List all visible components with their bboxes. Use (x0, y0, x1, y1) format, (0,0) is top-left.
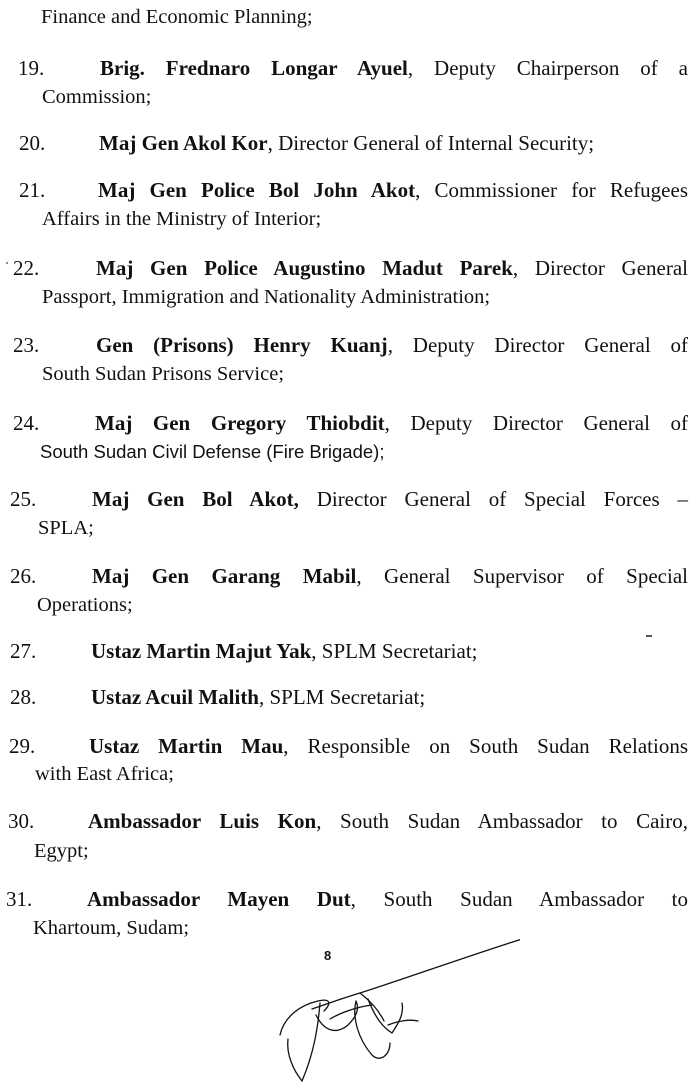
item-first-line (88, 808, 688, 834)
item-number: 25. (10, 487, 37, 511)
item-continuation: SPLA; (38, 517, 94, 539)
item-role: , Deputy Director General of (387, 333, 689, 357)
scan-speck (646, 635, 652, 637)
person-name: Maj Gen Akol Kor (99, 131, 268, 155)
item-number: 31. (6, 887, 33, 911)
item-number: 19. (18, 56, 45, 80)
item-role: , Commissioner for Refugees (415, 178, 688, 202)
item-first-line (89, 733, 688, 759)
item-continuation: South Sudan Prisons Service; (42, 363, 285, 385)
item-number: 28. (10, 685, 37, 709)
item-continuation: Passport, Immigration and Nationality Administration; (42, 286, 491, 308)
item-role: , SPLM Secretariat; (311, 639, 478, 663)
item-role: , Deputy Chairperson of a (407, 56, 688, 80)
person-name: Ustaz Acuil Malith (91, 685, 259, 709)
item-number: 21. (19, 178, 46, 202)
page-number: 8 (324, 948, 332, 963)
item-number: 22. (13, 256, 40, 280)
item-first-line (99, 130, 688, 156)
item-number: 29. (9, 734, 36, 758)
item-first-line (91, 638, 688, 664)
item-first-line (96, 255, 688, 281)
person-name: Gen (Prisons) Henry Kuanj (96, 333, 388, 357)
item-first-line (100, 55, 688, 81)
item-number: 30. (8, 809, 35, 833)
person-name: Maj Gen Bol Akot, (92, 487, 299, 511)
item-continuation: Commission; (42, 86, 152, 108)
item-continuation: Operations; (37, 594, 133, 616)
scan-speck (6, 262, 8, 264)
item-continuation: Affairs in the Ministry of Interior; (42, 208, 322, 230)
item-role: , SPLM Secretariat; (259, 685, 426, 709)
item-number: 20. (19, 131, 46, 155)
person-name: Maj Gen Gregory Thiobdit (95, 411, 385, 435)
item-first-line (87, 886, 688, 912)
person-name: Ambassador Mayen Dut (87, 887, 351, 911)
item-number: 23. (13, 333, 40, 357)
person-name: Brig. Fred​naro Longar Ayuel (100, 56, 408, 80)
item-number: 27. (10, 639, 37, 663)
item-role: , Director General of Internal Security; (267, 131, 595, 155)
item-continuation: Egypt; (34, 840, 89, 862)
item-first-line (92, 486, 688, 512)
item-first-line (98, 177, 688, 203)
person-name: Maj Gen Police Bol John Akot (98, 178, 416, 202)
item-number: 26. (10, 564, 37, 588)
person-name: Ustaz Martin Mau (89, 734, 284, 758)
continuation-line: Finance and Economic Planning; (41, 6, 313, 28)
person-name: Ambassador Luis Kon (88, 809, 317, 833)
item-role: Director General of Special Forces – (298, 487, 688, 511)
item-continuation: Khartoum, Sudam; (33, 917, 190, 939)
item-continuation: with East Africa; (35, 763, 174, 785)
person-name: Ustaz Martin Majut Yak (91, 639, 312, 663)
item-role: , South Sudan Ambassador to (350, 887, 688, 911)
item-role: , Director General (512, 256, 689, 280)
item-first-line (95, 410, 688, 436)
item-first-line (96, 332, 688, 358)
item-role: , South Sudan Ambassador to Cairo, (316, 809, 688, 833)
person-name: Maj Gen Garang Mabil (92, 564, 357, 588)
item-number: 24. (13, 411, 40, 435)
item-first-line (91, 684, 688, 710)
item-role: , Deputy Director General of (384, 411, 688, 435)
item-role: , General Supervisor of Special (356, 564, 688, 588)
item-role: , Responsible on South Sudan Relations (283, 734, 689, 758)
item-continuation: South Sudan Civil Defense (Fire Brigade); (40, 441, 385, 462)
signature-image (260, 935, 520, 1085)
person-name: Maj Gen Police Augustino Madut Parek (96, 256, 513, 280)
item-first-line (92, 563, 688, 589)
